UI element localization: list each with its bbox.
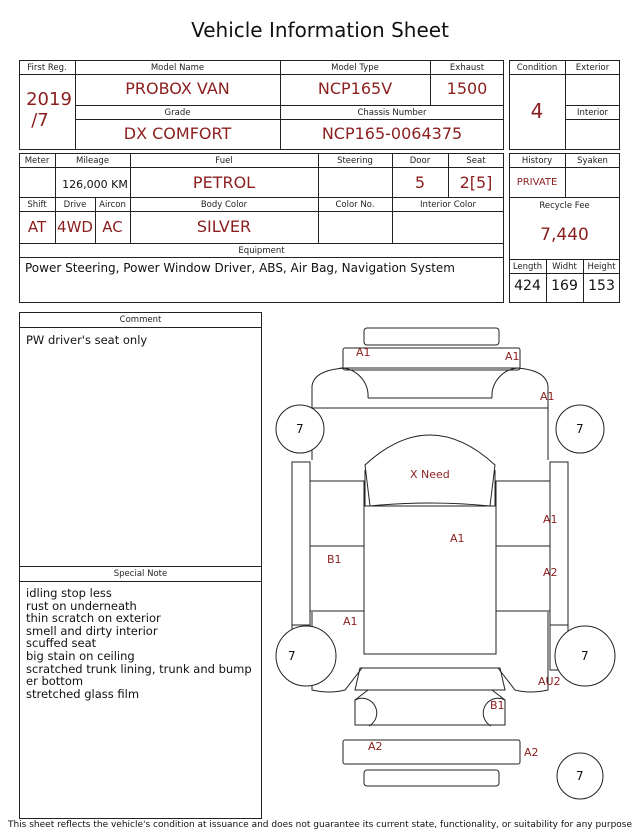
body-color-value: SILVER: [196, 217, 252, 236]
vehicle-damage-diagram: [262, 318, 640, 820]
grade-label: Grade: [164, 108, 191, 118]
exterior-label: Exterior: [575, 63, 610, 73]
first-reg-month: /7: [31, 110, 49, 131]
mark-front-right: A1: [505, 350, 520, 363]
mark-right-front-door: A1: [543, 513, 558, 526]
mark-rear-bumper-right: A2: [524, 746, 539, 759]
steering-label: Steering: [337, 156, 373, 166]
chassis-number-value: NCP165-0064375: [321, 124, 463, 143]
door-value: 5: [414, 173, 426, 192]
mileage-label: Mileage: [75, 156, 110, 166]
door-label: Door: [409, 156, 431, 166]
seat-label: Seat: [466, 156, 486, 166]
mark-left-sill: A1: [343, 615, 358, 628]
syaken-label: Syaken: [577, 156, 608, 166]
special-note-text: idling stop less rust on underneath thin scratch on exterior smell and dirty interior scuffed seat big stain on ceiling scratched trunk lining, trunk and bump er bottom stretched glass film: [26, 586, 252, 701]
model-name-label: Model Name: [150, 63, 205, 73]
mark-tailgate: B1: [490, 699, 505, 712]
mark-left-front-door: B1: [327, 553, 342, 566]
sheet-title: Vehicle Information Sheet: [191, 18, 449, 42]
drive-label: Drive: [63, 200, 87, 210]
exhaust-value: 1500: [446, 79, 488, 98]
drive-value: 4WD: [57, 218, 93, 236]
comment-text: PW driver's seat only: [26, 333, 148, 347]
condition-label: Condition: [516, 63, 558, 73]
tire-rear-left: 7: [288, 649, 296, 663]
history-label: History: [521, 156, 553, 166]
equipment-value: Power Steering, Power Window Driver, ABS, Air Bag, Navigation System: [25, 261, 455, 275]
grade-value: DX COMFORT: [123, 124, 232, 143]
interior-label: Interior: [576, 108, 608, 118]
model-type-value: NCP165V: [317, 79, 393, 98]
fuel-label: Fuel: [215, 156, 233, 166]
interior-color-label: Interior Color: [420, 200, 476, 210]
tire-front-left: 7: [296, 422, 304, 436]
model-name-value: PROBOX VAN: [125, 79, 230, 98]
length-value: 424: [514, 278, 541, 294]
mileage-value: 126,000 KM: [62, 178, 128, 191]
comment-label: Comment: [119, 315, 162, 325]
disclaimer-footer: This sheet reflects the vehicle's condition at issuance and does not guarantee its current state, functionality, or suitability for any purpose: [7, 820, 633, 830]
seat-value: 2[5]: [459, 173, 493, 192]
mark-rear-right-quarter: AU2: [538, 675, 561, 688]
mark-rear-bumper-left: A2: [368, 740, 383, 753]
mark-front-left: A1: [356, 346, 371, 359]
exhaust-label: Exhaust: [449, 63, 485, 73]
recycle-fee-label: Recycle Fee: [539, 201, 590, 211]
meter-label: Meter: [24, 156, 50, 166]
height-value: 153: [588, 278, 615, 294]
tire-front-right: 7: [576, 422, 584, 436]
fuel-value: PETROL: [192, 173, 256, 192]
mark-roof-center: A1: [450, 532, 465, 545]
mark-fender-right: A1: [540, 390, 555, 403]
equipment-label: Equipment: [238, 246, 285, 256]
body-color-label: Body Color: [200, 200, 248, 210]
chassis-number-label: Chassis Number: [357, 108, 427, 118]
tire-spare: 7: [576, 769, 584, 783]
first-reg-year: 2019: [26, 89, 72, 110]
history-value: PRIVATE: [516, 177, 558, 188]
model-type-label: Model Type: [331, 63, 379, 73]
mark-right-rear-door: A2: [543, 566, 558, 579]
aircon-label: Aircon: [99, 200, 126, 210]
length-label: Length: [512, 262, 543, 272]
aircon-value: AC: [102, 218, 123, 236]
condition-grade: 4: [530, 99, 544, 123]
height-label: Height: [587, 262, 616, 272]
shift-label: Shift: [27, 200, 47, 210]
shift-value: AT: [27, 218, 47, 236]
first-reg-label: First Reg.: [27, 63, 67, 73]
recycle-fee-value: 7,440: [540, 225, 589, 245]
special-note-label: Special Note: [113, 569, 168, 579]
color-no-label: Color No.: [335, 200, 375, 210]
width-label: Widht: [552, 262, 577, 272]
mark-roof-x: X Need: [410, 468, 450, 481]
width-value: 169: [551, 278, 578, 294]
tire-rear-right: 7: [581, 649, 589, 663]
